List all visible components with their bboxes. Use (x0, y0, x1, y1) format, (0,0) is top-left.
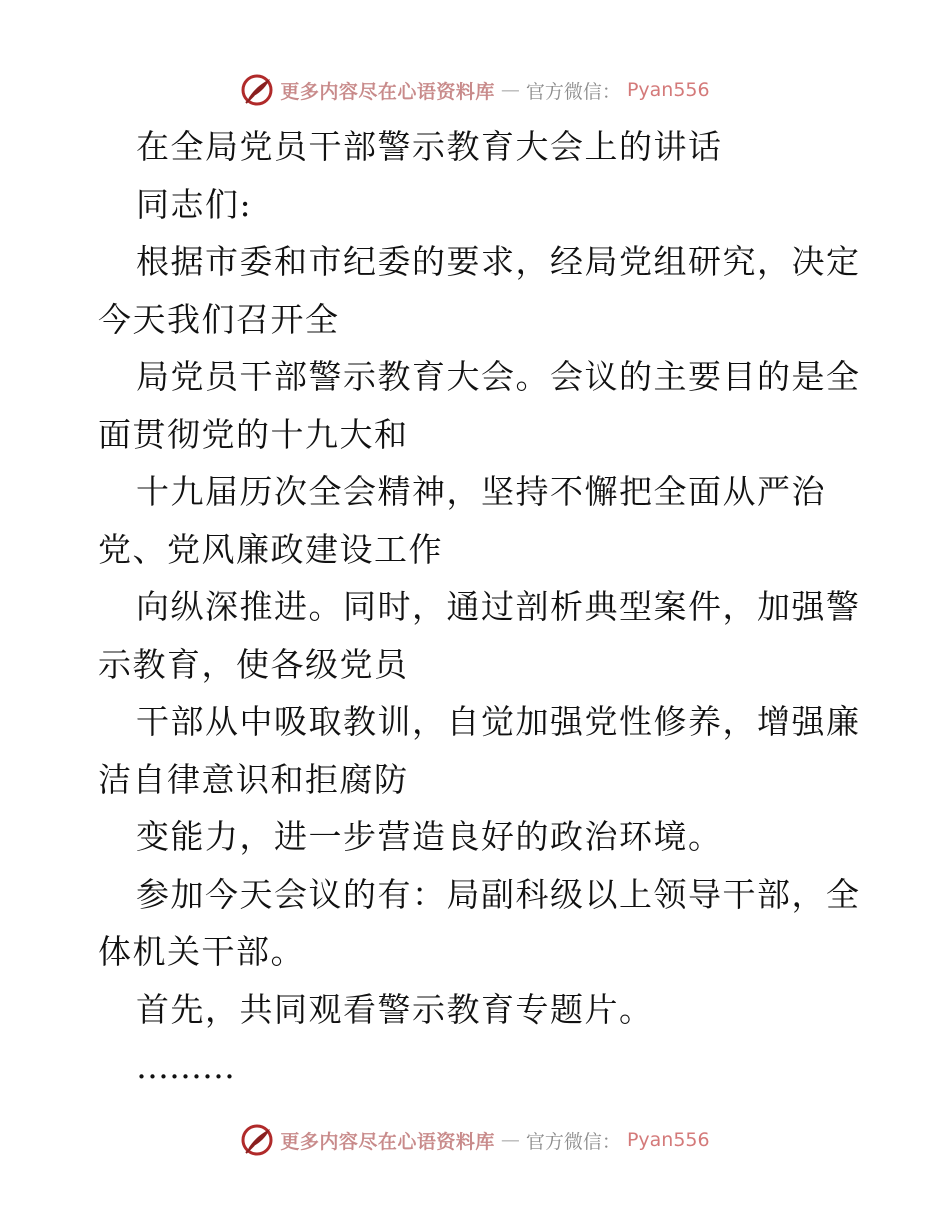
watermark-dash: — (500, 1129, 520, 1151)
watermark-site-text: 更多内容尽在心语资料库 (280, 1130, 495, 1153)
watermark-wechat-label: 官方微信： (525, 80, 621, 103)
paragraph-line: 根据市委和市纪委的要求，经局党组研究，决定 (136, 242, 861, 281)
paragraph-line: 十九届历次全会精神，坚持不懈把全面从严治 (136, 472, 826, 511)
paragraph-line: 面贯彻党的十九大和 (98, 414, 409, 454)
watermark-wechat-id: Pyan556 (626, 79, 710, 101)
paragraph-line: 今天我们召开全 (98, 299, 340, 339)
paragraph-line: 首先，共同观看警示教育专题片。 (136, 989, 654, 1029)
paragraph-line: 洁自律意识和拒腐防 (98, 759, 409, 799)
paragraph-line: 向纵深推进。同时，通过剖析典型案件，加强警 (136, 587, 861, 626)
feather-pen-logo-icon (240, 1123, 274, 1157)
paragraph-line: 参加今天会议的有：局副科级以上领导干部，全 (136, 874, 861, 914)
paragraph-line: 干部从中吸取教训，自觉加强党性修养，增强廉 (136, 702, 861, 741)
paragraph-line: 变能力，进一步营造良好的政治环境。 (136, 817, 723, 856)
paragraph-line: 局党员干部警示教育大会。会议的主要目的是全 (136, 357, 861, 396)
paragraph-line: 党、党风廉政建设工作 (98, 529, 443, 569)
feather-pen-logo-icon (240, 73, 274, 107)
document-body (98, 118, 861, 1096)
paragraph-line: 同志们: (136, 184, 253, 224)
footer-watermark (0, 1120, 950, 1160)
watermark-dash: — (500, 79, 520, 101)
paragraph-line: 示教育，使各级党员 (98, 644, 409, 684)
watermark-wechat-id: Pyan556 (626, 1129, 710, 1151)
document-title: 在全局党员干部警示教育大会上的讲话 (136, 127, 723, 166)
watermark-site-text: 更多内容尽在心语资料库 (280, 80, 495, 103)
watermark-wechat-label: 官方微信： (525, 1130, 621, 1153)
ellipsis-line: ……… (136, 1047, 235, 1086)
paragraph-line: 体机关干部。 (98, 932, 305, 971)
header-watermark (0, 70, 950, 110)
